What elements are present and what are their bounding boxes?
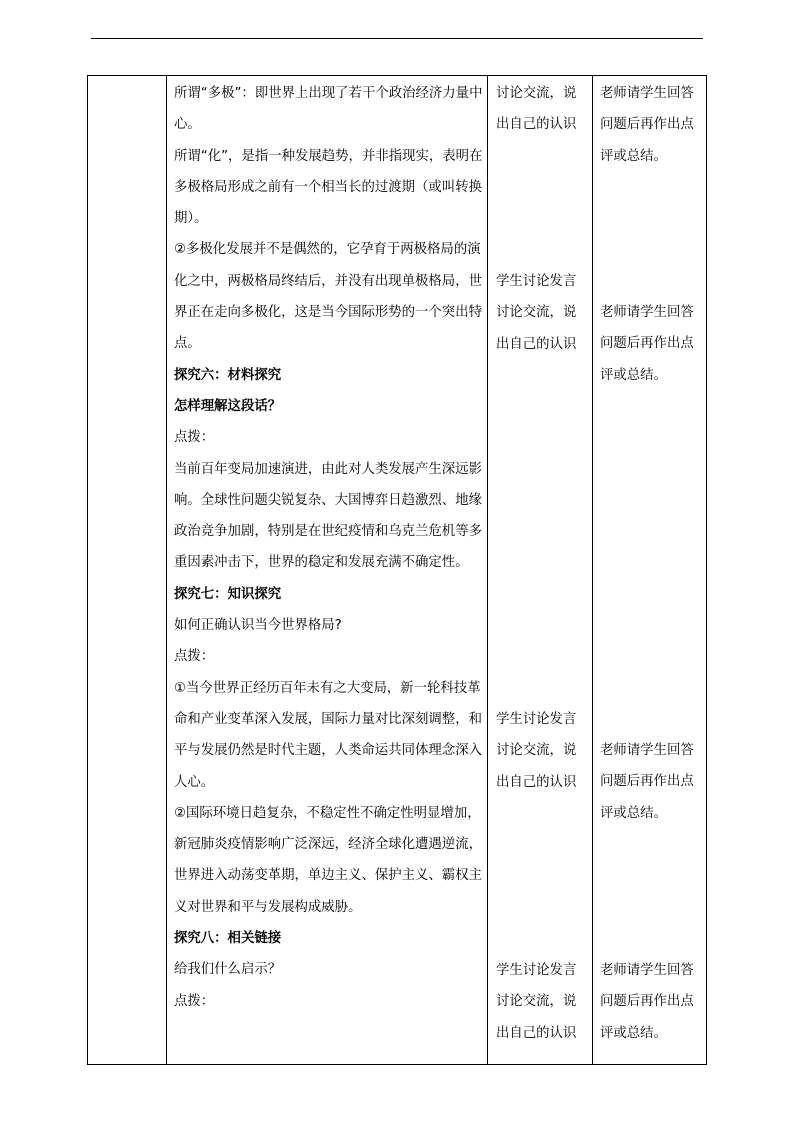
column-divider-1 <box>166 75 167 1065</box>
inquiry-eight-heading: 探究八：相关链接 <box>174 931 282 947</box>
student-activity-block: 学生讨论发言讨论交流，说出自己的认识 <box>496 274 577 352</box>
column-divider-3 <box>592 75 593 1065</box>
inquiry-six-heading: 探究六：材料探究 <box>174 367 282 383</box>
polarity-definition: 所谓“多极”：即世界上出现了若干个政治经济力量中心。 <box>174 86 483 133</box>
inquiry-seven-point-two: ②国际环境日趋复杂，不稳定性不确定性明显增加，新冠肺炎疫情影响广泛深远，经济全球化遭遇逆流，世界进入动荡变革期，单边主义、保护主义、霸权主义对世界和平与发展构成威胁。 <box>174 805 482 915</box>
student-activity-block: 学生讨论发言讨论交流，说出自己的认识 <box>496 712 577 790</box>
teacher-activity-block: 老师请学生回答问题后再作出点评或总结。 <box>600 963 694 1041</box>
inquiry-six-question: 怎样理解这段话？ <box>174 398 282 414</box>
inquiry-seven-heading: 探究七：知识探究 <box>174 586 282 602</box>
inquiry-six-answer: 当前百年变局加速演进，由此对人类发展产生深远影响。全球性问题尖锐复杂、大国博弈日趋激烈、地缘政治竞争加剧，特别是在世纪疫情和乌克兰危机等多重因素冲击下，世界的稳定和发展充满不确定性。 <box>174 461 482 571</box>
student-activity-block: 讨论交流，说出自己的认识 <box>496 86 577 133</box>
teacher-activity-block: 老师请学生回答问题后再作出点评或总结。 <box>600 86 694 164</box>
header-rule <box>91 38 703 39</box>
column-divider-2 <box>487 75 488 1065</box>
multipolar-point: ②多极化发展并不是偶然的，它孕育于两极格局的演化之中，两极格局终结后，并没有出现单极格局，世界正在走向多极化，这是当今国际形势的一个突出特点。 <box>174 242 482 352</box>
inquiry-seven-question: 如何正确认识当今世界格局? <box>174 618 342 634</box>
teacher-activity-block: 老师请学生回答问题后再作出点评或总结。 <box>600 305 694 383</box>
trend-definition: 所谓“化”，是指一种发展趋势，并非指现实，表明在多极格局形成之前有一个相当长的过渡期（或叫转换期）。 <box>174 148 483 227</box>
inquiry-seven-point-one: ①当今世界正经历百年未有之大变局，新一轮科技革命和产业变革深入发展，国际力量对比深刻调整，和平与发展仍然是时代主题，人类命运共同体理念深入人心。 <box>174 680 482 790</box>
teacher-activity-block: 老师请学生回答问题后再作出点评或总结。 <box>600 743 694 821</box>
inquiry-seven-tip-label: 点拨： <box>174 649 215 665</box>
teaching-content-column <box>174 78 486 1017</box>
inquiry-eight-tip-label: 点拨： <box>174 993 215 1009</box>
inquiry-six-tip-label: 点拨： <box>174 430 215 446</box>
inquiry-eight-question: 给我们什么启示？ <box>174 962 282 978</box>
student-activity-block: 学生讨论发言讨论交流，说出自己的认识 <box>496 963 577 1041</box>
